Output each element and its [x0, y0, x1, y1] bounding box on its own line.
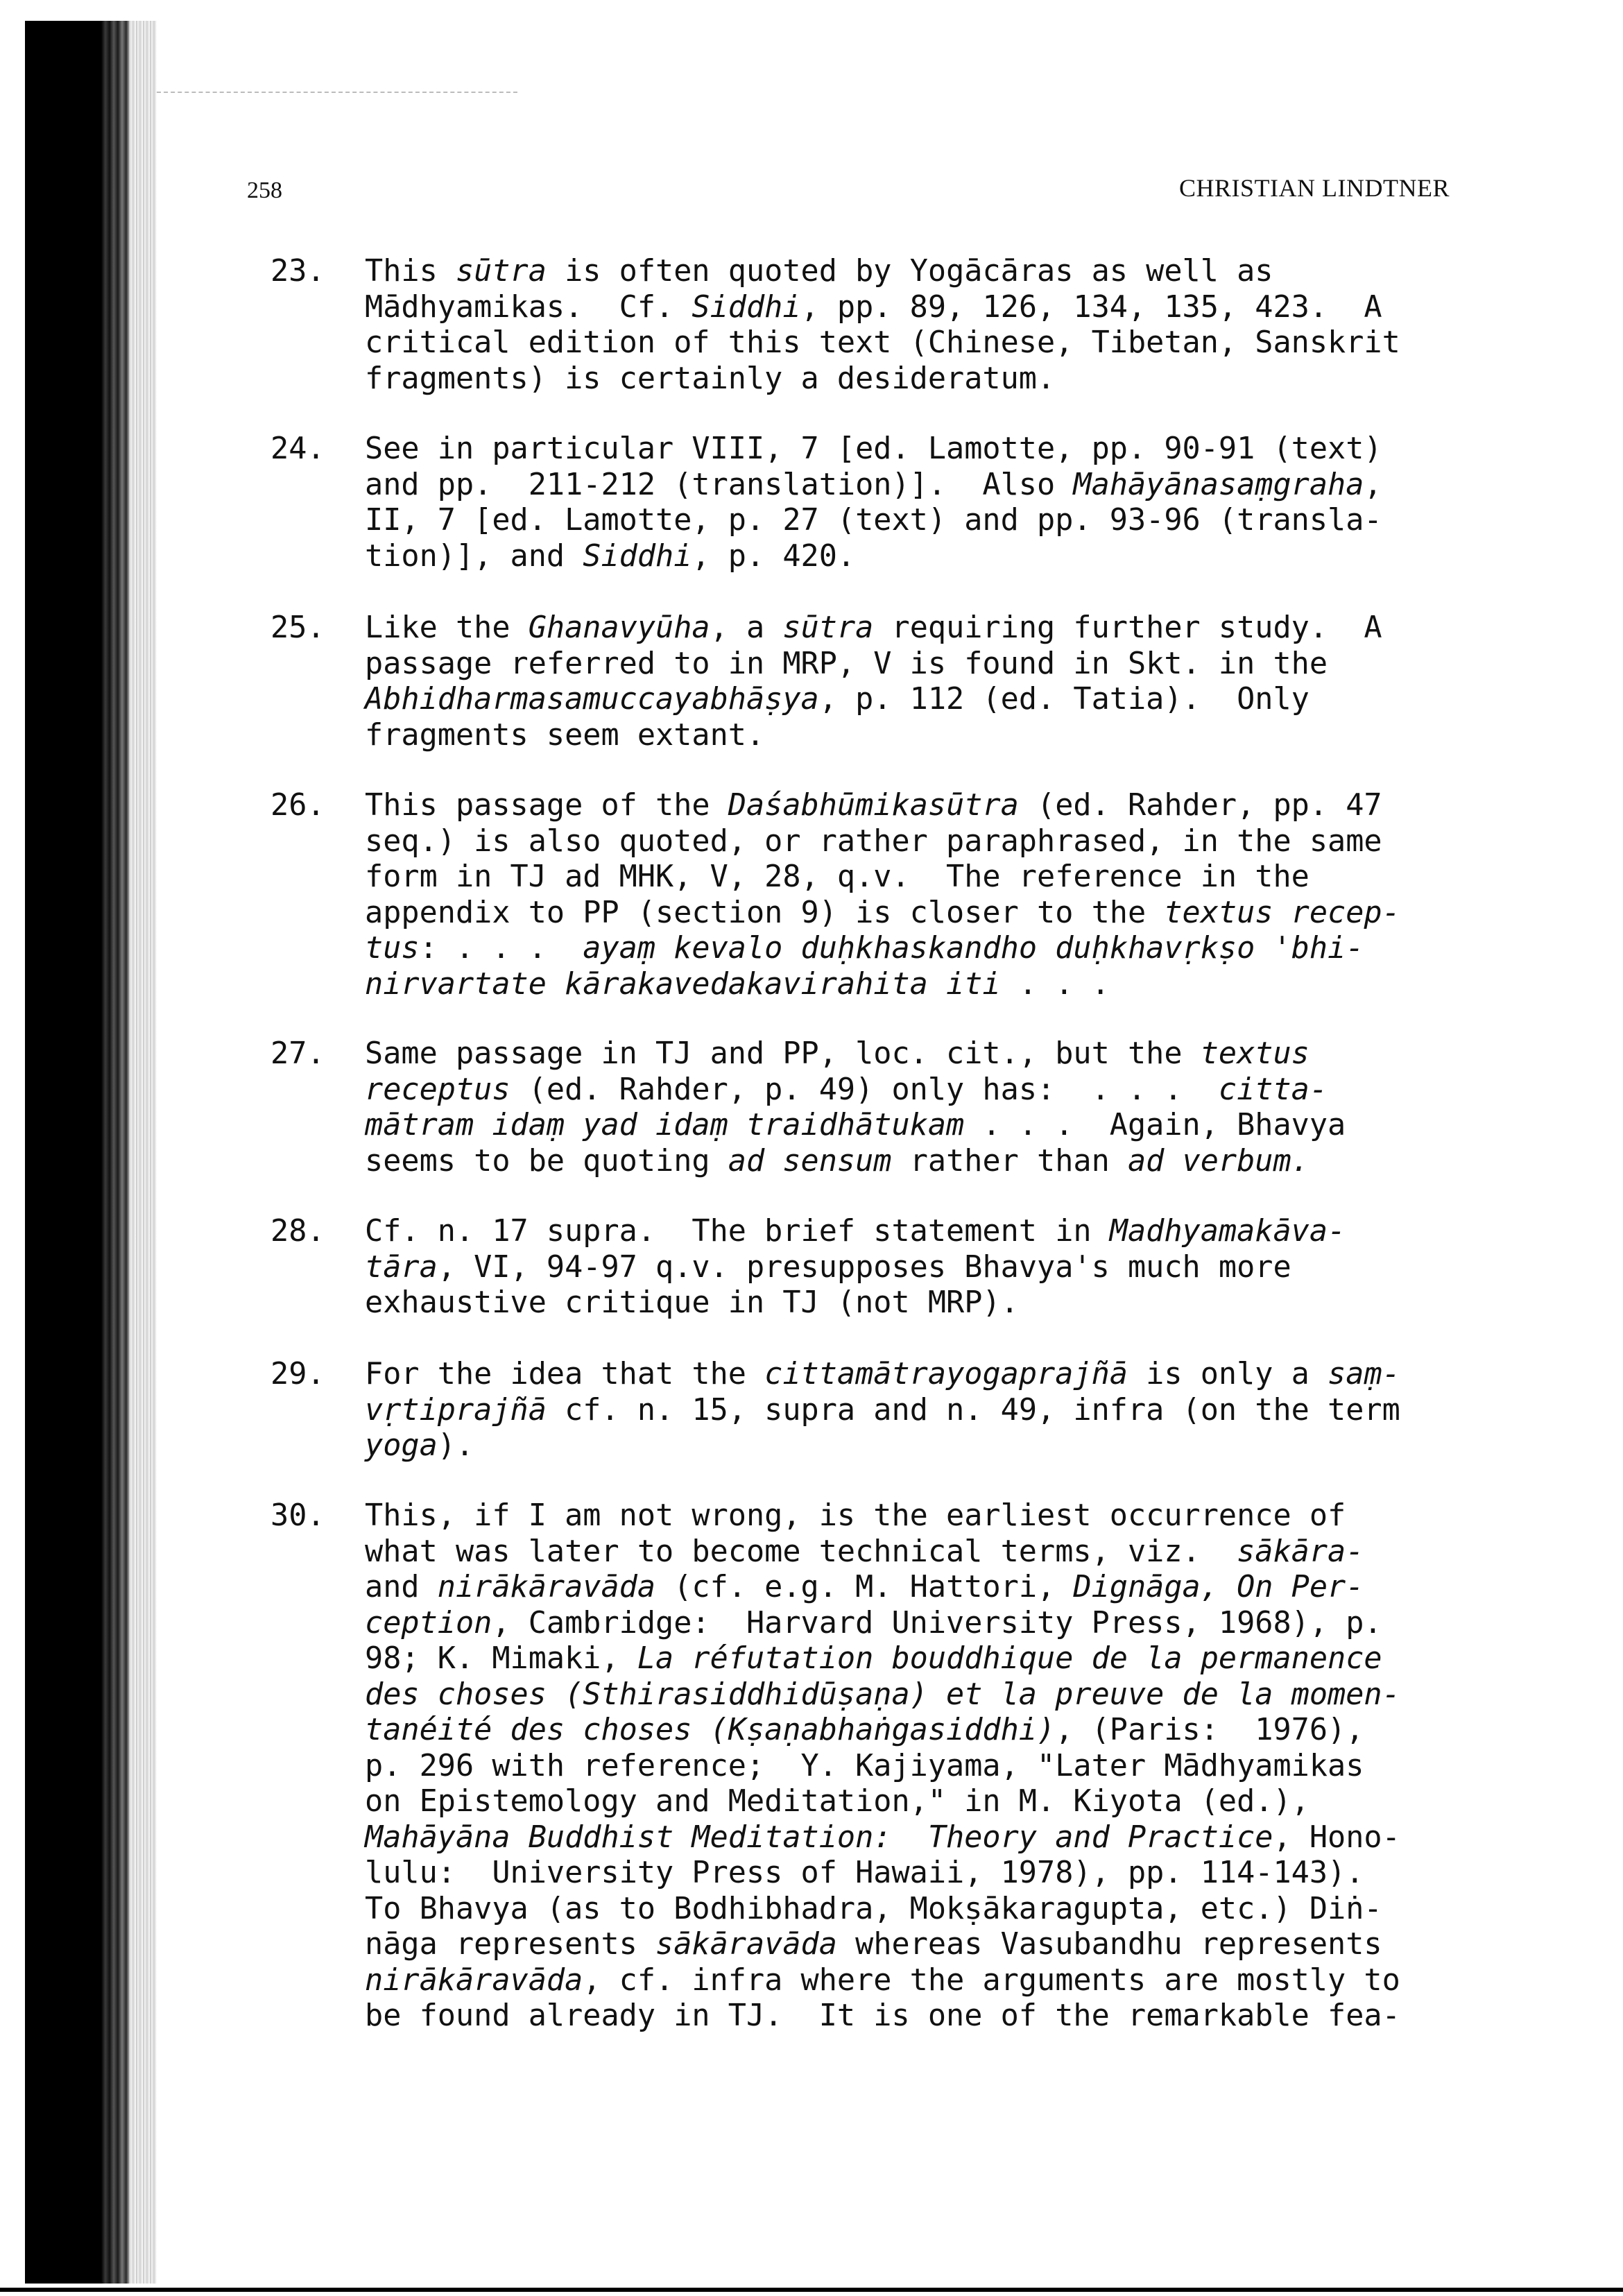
footnote-line — [365, 361, 1491, 397]
text-run: be found already in TJ. It is one of the remarkable fea- — [365, 1998, 1400, 2033]
italic-run: Dignāga, On Per- — [1073, 1570, 1364, 1604]
italic-run: textus recep- — [1164, 895, 1400, 930]
footnote-line — [365, 1606, 1491, 1642]
text-run: , VI, 94-97 q.v. presupposes Bhavya's much more — [437, 1249, 1291, 1285]
footnote-line — [365, 1820, 1491, 1856]
footnote-number: 23. — [270, 254, 325, 289]
italic-run: yoga — [365, 1428, 438, 1463]
text-run: what was later to become technical terms, viz. — [365, 1534, 1237, 1569]
footnote-line — [365, 503, 1491, 539]
text-run: Like the — [365, 610, 529, 645]
scan-artifact-line — [157, 92, 517, 93]
footnote-line — [365, 1892, 1491, 1928]
italic-run: nirākāravāda — [437, 1570, 656, 1604]
italic-run: ad verbum. — [1127, 1143, 1309, 1179]
footnote-line — [365, 1534, 1491, 1570]
italic-run: La réfutation bouddhique de la permanence — [637, 1641, 1382, 1676]
italic-run: cittamātrayogaprajñā — [764, 1357, 1128, 1391]
text-run: passage referred to in MRP, V is found in Skt. in the — [365, 646, 1328, 681]
italic-run: Ghanavyūha — [528, 610, 710, 645]
italic-run: Abhidharmasamuccayabhāṣya — [365, 682, 819, 717]
text-run: tion)], and — [365, 538, 583, 574]
text-run: For the idea that the — [365, 1357, 765, 1391]
footnote-line — [365, 1428, 1491, 1464]
footnote-line — [365, 1036, 1491, 1072]
italic-run: Daśabhūmikasūtra — [728, 788, 1019, 823]
footnote-number: 24. — [270, 431, 325, 466]
italic-run: Siddhi — [692, 289, 801, 325]
text-run: whereas Vasubandhu represents — [836, 1927, 1382, 1962]
footnote-number: 29. — [270, 1357, 325, 1391]
footnote-23 — [270, 254, 1491, 397]
book-gutter-edge — [129, 21, 157, 2284]
footnote-line — [365, 859, 1491, 896]
footnote-number: 26. — [270, 788, 325, 823]
bottom-edge-rule — [0, 2288, 1623, 2292]
footnote-number: 28. — [270, 1214, 325, 1249]
italic-run: Siddhi — [583, 538, 692, 574]
text-run: . . . Again, Bhavya — [964, 1108, 1346, 1142]
text-run: See in particular VIII, 7 [ed. Lamotte, pp. 90-91 (text) — [365, 431, 1382, 466]
text-run: This passage of the — [365, 788, 728, 823]
italic-run: ception — [365, 1605, 492, 1640]
italic-run: saṃ- — [1328, 1357, 1400, 1391]
footnote-line — [365, 682, 1491, 718]
footnote-line — [365, 325, 1491, 361]
footnote-line — [365, 431, 1491, 468]
footnote-line — [365, 824, 1491, 860]
footnote-number: 27. — [270, 1036, 325, 1071]
text-run: exhaustive critique in TJ (not MRP). — [365, 1285, 1019, 1320]
footnote-line — [365, 1285, 1491, 1321]
italic-run: tus — [365, 931, 420, 966]
text-run: fragments) is certainly a desideratum. — [365, 361, 1056, 396]
text-run: , pp. 89, 126, 134, 135, 423. A — [800, 289, 1382, 325]
text-run: is often quoted by Yogācāras as well as — [546, 254, 1273, 289]
text-run: and — [365, 1570, 438, 1604]
text-run: and pp. 211-212 (translation)]. Also — [365, 467, 1074, 502]
footnote-line — [365, 1214, 1491, 1250]
footnote-line — [365, 1108, 1491, 1144]
text-run: seems to be quoting — [365, 1143, 728, 1179]
text-run: cf. n. 15, supra and n. 49, infra (on the term — [546, 1392, 1400, 1428]
text-run: , — [1364, 467, 1382, 502]
text-run: fragments seem extant. — [365, 717, 765, 753]
footnote-line — [365, 1144, 1491, 1180]
italic-run: citta- — [1218, 1072, 1328, 1107]
footnote-line — [365, 1570, 1491, 1606]
italic-run: des choses (Sthirasiddhidūṣaṇa) et la preuve de la momen- — [365, 1677, 1400, 1712]
footnote-25 — [270, 610, 1491, 753]
footnote-text — [365, 610, 1491, 753]
footnote-29 — [270, 1357, 1491, 1464]
footnote-line — [365, 1072, 1491, 1108]
footnote-text — [365, 788, 1491, 1002]
italic-run: receptus — [365, 1072, 510, 1107]
text-run: Mādhyamikas. Cf. — [365, 289, 692, 325]
footnote-number: 25. — [270, 610, 325, 645]
italic-run: tāra — [365, 1249, 438, 1285]
text-run: p. 296 with reference; Y. Kajiyama, "Later Mādhyamikas — [365, 1748, 1364, 1783]
italic-run: sākāravāda — [655, 1927, 837, 1962]
footnote-number: 30. — [270, 1498, 325, 1533]
footnote-line — [365, 1963, 1491, 1999]
footnote-27 — [270, 1036, 1491, 1179]
text-run: , Hono- — [1273, 1819, 1400, 1855]
italic-run: vṛtiprajñā — [365, 1392, 547, 1428]
footnote-text — [365, 254, 1491, 397]
footnote-30 — [270, 1498, 1491, 2034]
italic-run: Madhyamakāva- — [1109, 1214, 1346, 1249]
text-run: . . . — [1000, 966, 1110, 1002]
italic-run: nirvartate kārakavedakavirahita iti — [365, 966, 1001, 1002]
text-run: is only a — [1127, 1357, 1328, 1391]
text-run: critical edition of this text (Chinese, Tibetan, Sanskrit — [365, 325, 1400, 360]
text-run: , p. 112 (ed. Tatia). Only — [818, 682, 1309, 717]
footnote-line — [365, 896, 1491, 932]
text-run: , (Paris: 1976), — [1055, 1713, 1364, 1747]
footnote-line — [365, 1641, 1491, 1677]
footnote-line — [365, 1856, 1491, 1892]
footnote-text — [365, 1036, 1491, 1179]
footnote-line — [365, 290, 1491, 326]
footnote-line — [365, 788, 1491, 824]
footnote-line — [365, 646, 1491, 683]
italic-run: textus — [1200, 1036, 1309, 1071]
text-run: : . . . — [419, 931, 583, 966]
text-run: Cf. n. 17 supra. The brief statement in — [365, 1214, 1110, 1249]
footnote-24 — [270, 431, 1491, 574]
footnote-line — [365, 1357, 1491, 1393]
footnote-line — [365, 1677, 1491, 1713]
text-run: Same passage in TJ and PP, loc. cit., but the — [365, 1036, 1201, 1071]
text-run: form in TJ ad MHK, V, 28, q.v. The reference in the — [365, 859, 1309, 894]
footnote-text — [365, 431, 1491, 574]
italic-run: Mahāyānasaṃgraha — [1073, 467, 1364, 502]
text-run: on Epistemology and Meditation," in M. Kiyota (ed.), — [365, 1784, 1309, 1819]
footnote-line — [365, 1713, 1491, 1749]
text-run: rather than — [891, 1143, 1128, 1179]
text-run: (cf. e.g. M. Hattori, — [655, 1570, 1074, 1604]
footnote-text — [365, 1214, 1491, 1321]
text-run: This — [365, 254, 456, 289]
footnote-28 — [270, 1214, 1491, 1321]
footnote-text — [365, 1357, 1491, 1464]
italic-run: nirākāravāda — [365, 1962, 583, 1998]
text-run: requiring further study. A — [873, 610, 1382, 645]
footnote-line — [365, 254, 1491, 290]
text-run: II, 7 [ed. Lamotte, p. 27 (text) and pp. 93-96 (transla- — [365, 503, 1382, 538]
text-run: lulu: University Press of Hawaii, 1978), pp. 114-143). — [365, 1856, 1364, 1890]
footnote-line — [365, 1998, 1491, 2034]
italic-run: ad sensum — [728, 1143, 892, 1179]
footnote-line — [365, 1927, 1491, 1963]
text-run: , p. 420. — [692, 538, 856, 574]
italic-run: sākāra- — [1237, 1534, 1364, 1569]
footnote-line — [365, 1498, 1491, 1534]
footnote-line — [365, 1784, 1491, 1820]
footnote-text — [365, 1498, 1491, 2034]
text-run: , a — [710, 610, 783, 645]
footnote-line — [365, 718, 1491, 754]
footnote-line — [365, 931, 1491, 967]
text-run: appendix to PP (section 9) is closer to the — [365, 895, 1165, 930]
footnote-line — [365, 1250, 1491, 1286]
text-run: To Bhavya (as to Bodhibhadra, Mokṣākaragupta, etc.) Diṅ- — [365, 1891, 1382, 1926]
footnote-line — [365, 468, 1491, 504]
footnote-line — [365, 1749, 1491, 1785]
running-head-author: CHRISTIAN LINDTNER — [1179, 174, 1450, 202]
text-run: , cf. infra where the arguments are mostly to — [583, 1962, 1400, 1998]
text-run: seq.) is also quoted, or rather paraphrased, in the same — [365, 823, 1382, 859]
footnote-26 — [270, 788, 1491, 1002]
page-number: 258 — [247, 178, 282, 203]
italic-run: mātram idaṃ yad idaṃ traidhātukam — [365, 1108, 965, 1142]
footnote-line — [365, 539, 1491, 575]
text-run: nāga represents — [365, 1927, 656, 1962]
footnote-line — [365, 967, 1491, 1003]
text-run: , Cambridge: Harvard University Press, 1968), p. — [492, 1605, 1382, 1640]
text-run: (ed. Rahder, pp. 47 — [1018, 788, 1382, 823]
footnote-line — [365, 1393, 1491, 1429]
italic-run: Mahāyāna Buddhist Meditation: Theory and Practice — [365, 1819, 1273, 1855]
italic-run: sūtra — [782, 610, 874, 645]
text-run: (ed. Rahder, p. 49) only has: . . . — [510, 1072, 1219, 1107]
text-run: This, if I am not wrong, is the earliest occurrence of — [365, 1498, 1346, 1533]
italic-run: sūtra — [455, 254, 547, 289]
footnote-line — [365, 610, 1491, 646]
italic-run: ayaṃ kevalo duḥkhaskandho duḥkhavṛkṣo 'bhi- — [583, 931, 1364, 966]
text-run: 98; K. Mimaki, — [365, 1641, 637, 1676]
italic-run: tanéité des choses (Kṣaṇabhaṅgasiddhi) — [365, 1713, 1056, 1747]
text-run: ). — [437, 1428, 474, 1463]
book-spine-shadow — [25, 21, 129, 2284]
